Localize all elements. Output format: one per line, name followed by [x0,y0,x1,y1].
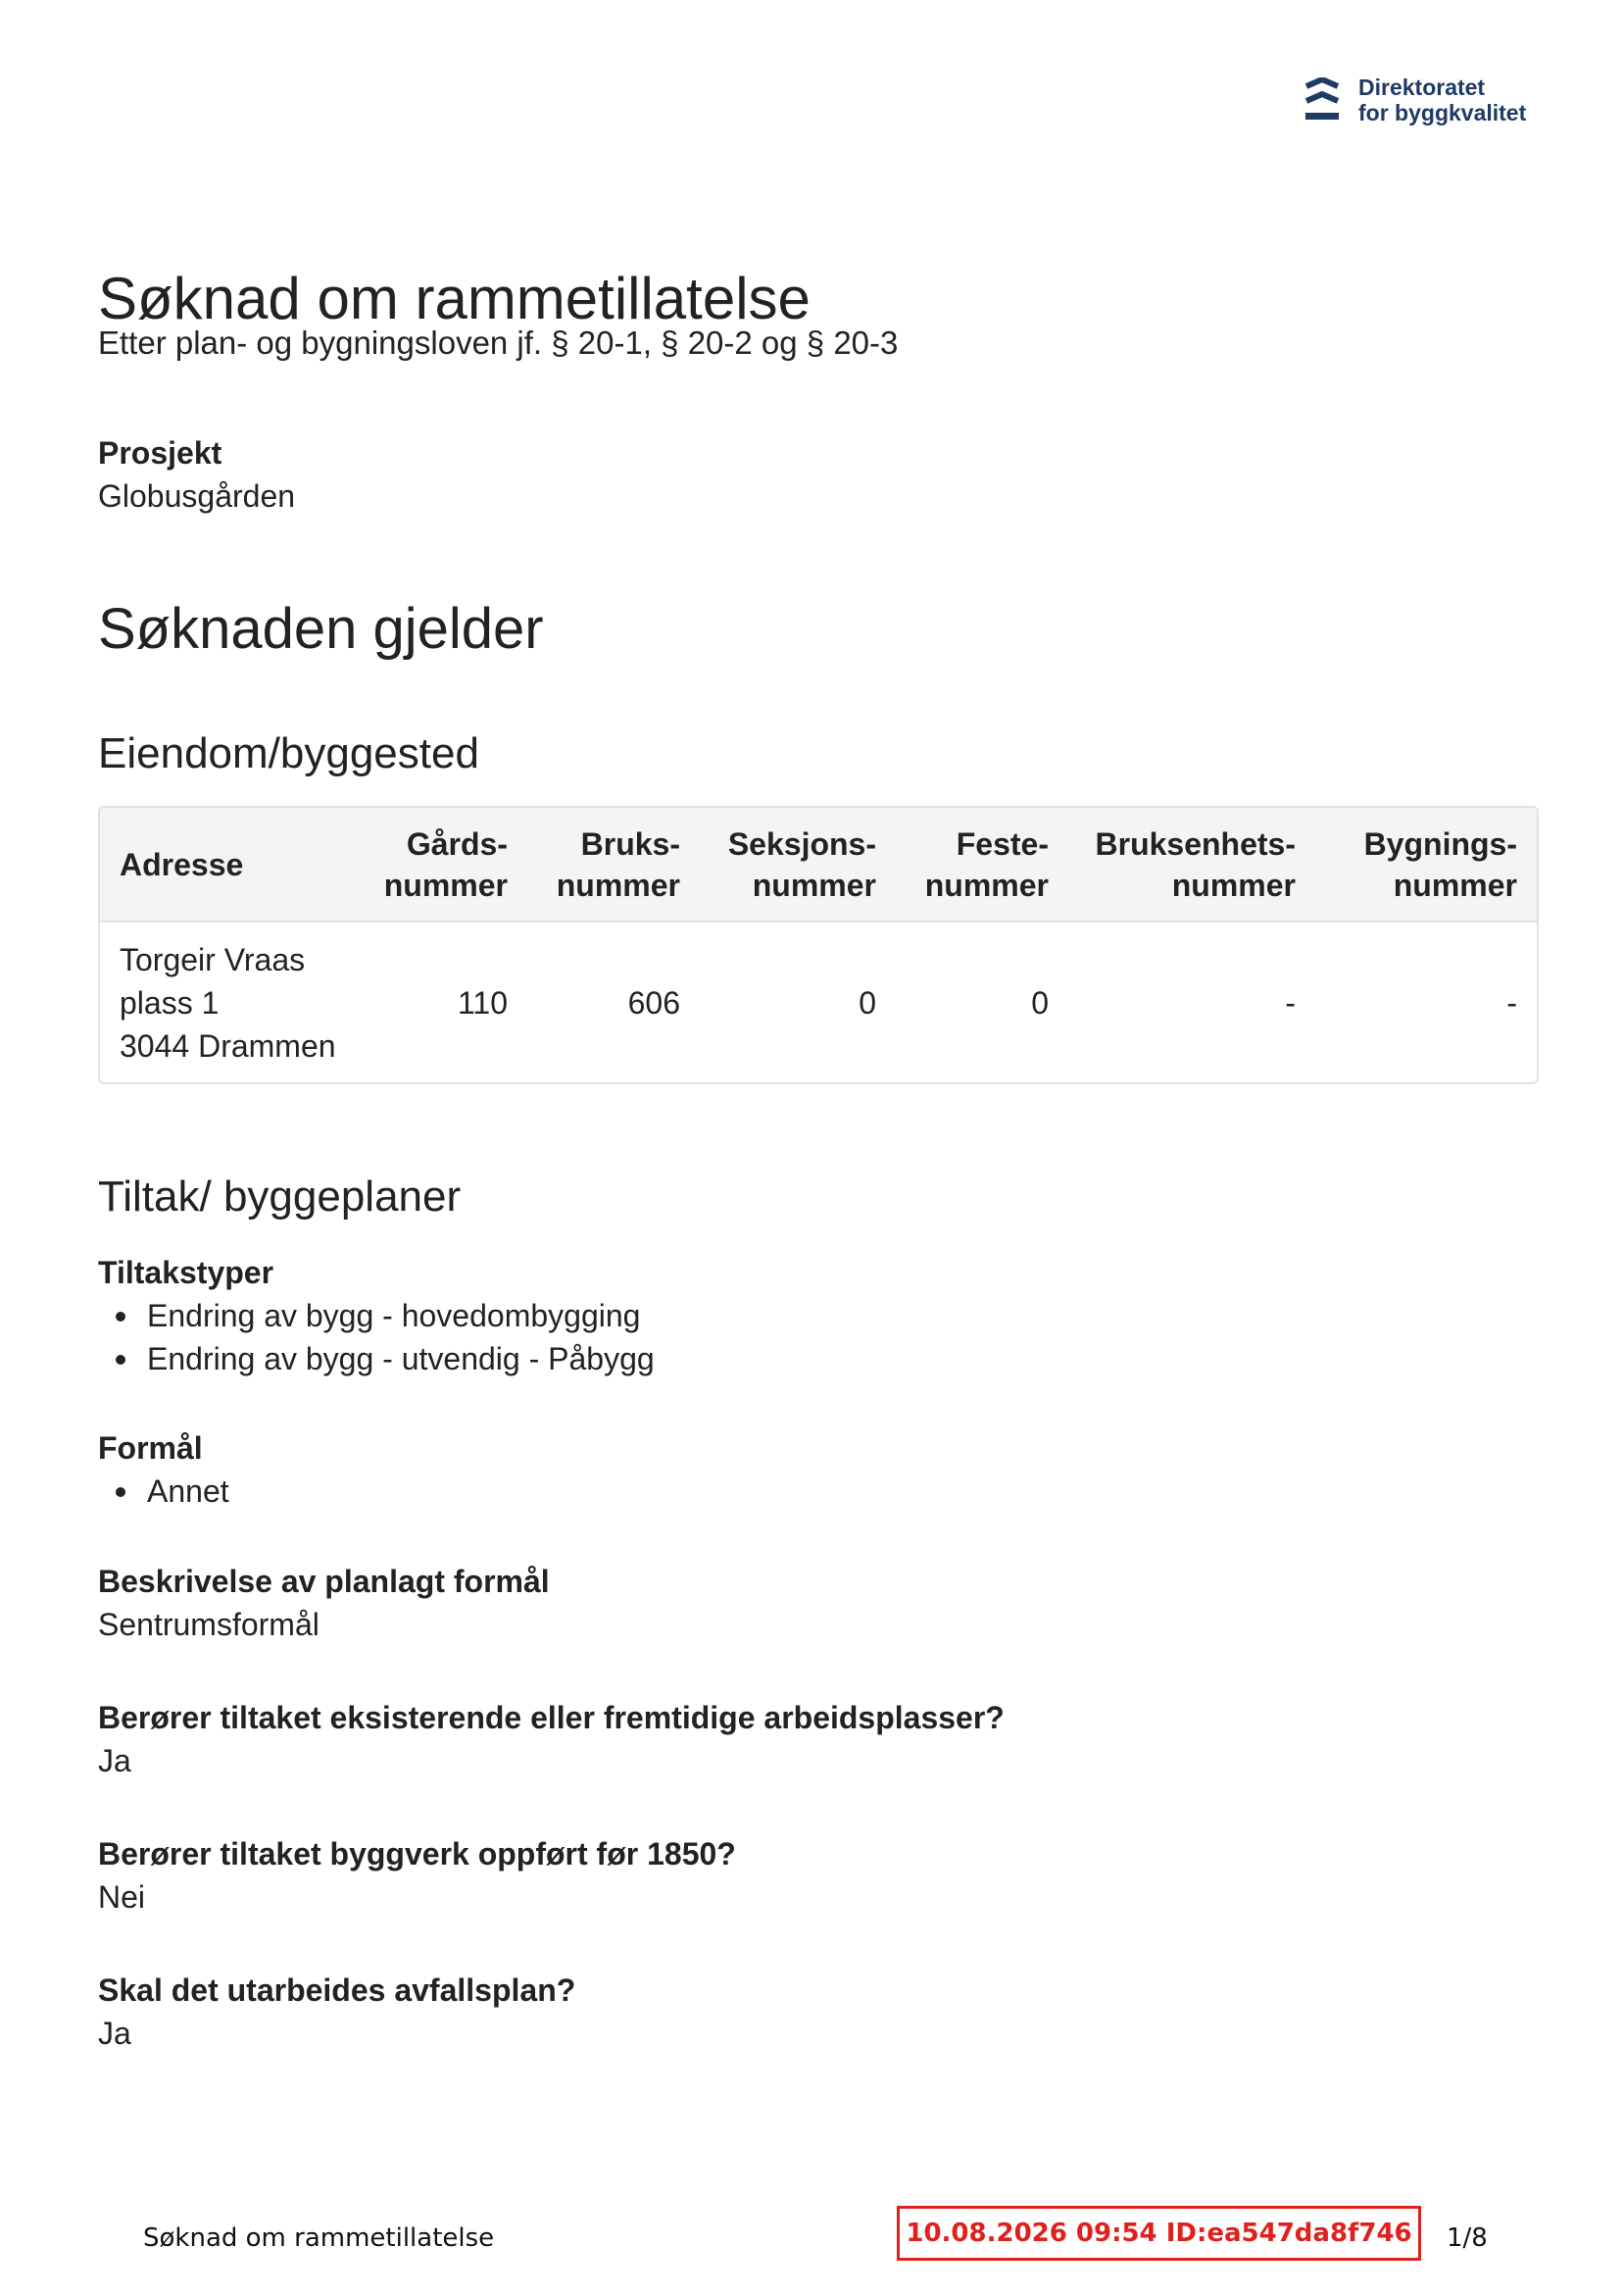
project-value: Globusgården [98,478,296,514]
formal-block [98,1426,229,1513]
tiltak-heading: Tiltak/ byggeplaner [98,1173,462,1221]
col-header-festenummer: Feste- nummer [924,825,1049,903]
byggverk-1850-label: Berører tiltaket byggverk oppført før 1850? [98,1836,736,1872]
list-item: Endring av bygg - utvendig - Påbygg [147,1337,655,1380]
table-row [100,922,1537,1082]
byggverk-1850-block [98,1832,736,1919]
formal-label: Formål [98,1430,203,1466]
property-table [98,806,1539,1084]
list-item: Annet [147,1470,229,1513]
cell-bruksnummer: 606 [627,984,680,1021]
description-label: Beskrivelse av planlagt formål [98,1564,550,1599]
logo-line-2: for byggkvalitet [1358,100,1527,125]
cell-seksjonsnummer: 0 [859,984,876,1021]
tiltakstyper-label: Tiltakstyper [98,1255,274,1290]
project-block [98,431,295,518]
project-label: Prosjekt [98,435,222,471]
property-heading: Eiendom/byggested [98,729,479,777]
description-value: Sentrumsformål [98,1607,320,1642]
avfallsplan-block [98,1969,575,2055]
col-header-gardsnummer: Gårds- nummer [383,825,508,903]
logo-line-1: Direktoratet [1358,75,1486,100]
cell-bruksenhetsnummer: - [1285,984,1296,1021]
logo-text [1358,75,1526,125]
arbeidsplasser-value: Ja [98,1743,131,1778]
col-header-bygningsnummer: Bygnings- nummer [1363,825,1517,903]
footer-timestamp-stamp: 10.08.2026 09:54 ID:ea547da8f746 [897,2206,1421,2261]
tiltakstyper-block [98,1251,655,1380]
footer-page-number: 1/8 [1447,2223,1488,2253]
byggverk-1850-value: Nei [98,1879,146,1915]
avfallsplan-label: Skal det utarbeides avfallsplan? [98,1972,576,2008]
tiltakstyper-list [98,1294,655,1380]
logo-mark-icon [1303,77,1341,123]
list-item: Endring av bygg - hovedombygging [147,1294,655,1337]
cell-address: Torgeir Vraas plass 1 3044 Drammen [120,941,336,1064]
arbeidsplasser-block [98,1696,1005,1782]
cell-gardsnummer: 110 [457,984,508,1021]
col-header-adresse: Adresse [120,846,244,882]
col-header-bruksenhetsnummer: Bruksenhets- nummer [1095,825,1296,903]
table-header-row [100,808,1537,922]
cell-festenummer: 0 [1031,984,1049,1021]
footer-doc-title: Søknad om rammetillatelse [143,2223,495,2253]
formal-list [98,1470,229,1513]
col-header-seksjonsnummer: Seksjons- nummer [727,825,876,903]
arbeidsplasser-label: Berører tiltaket eksisterende eller fremtidige arbeidsplasser? [98,1700,1005,1735]
col-header-bruksnummer: Bruks- nummer [556,825,680,903]
page-title: Søknad om rammetillatelse [98,266,811,331]
brand-logo [1303,75,1526,125]
section-heading: Søknaden gjelder [98,597,544,661]
description-block [98,1560,550,1646]
cell-bygningsnummer: - [1506,984,1517,1021]
page-subtitle: Etter plan- og bygningsloven jf. § 20-1, § 20-2 og § 20-3 [98,324,899,361]
avfallsplan-value: Ja [98,2016,131,2051]
